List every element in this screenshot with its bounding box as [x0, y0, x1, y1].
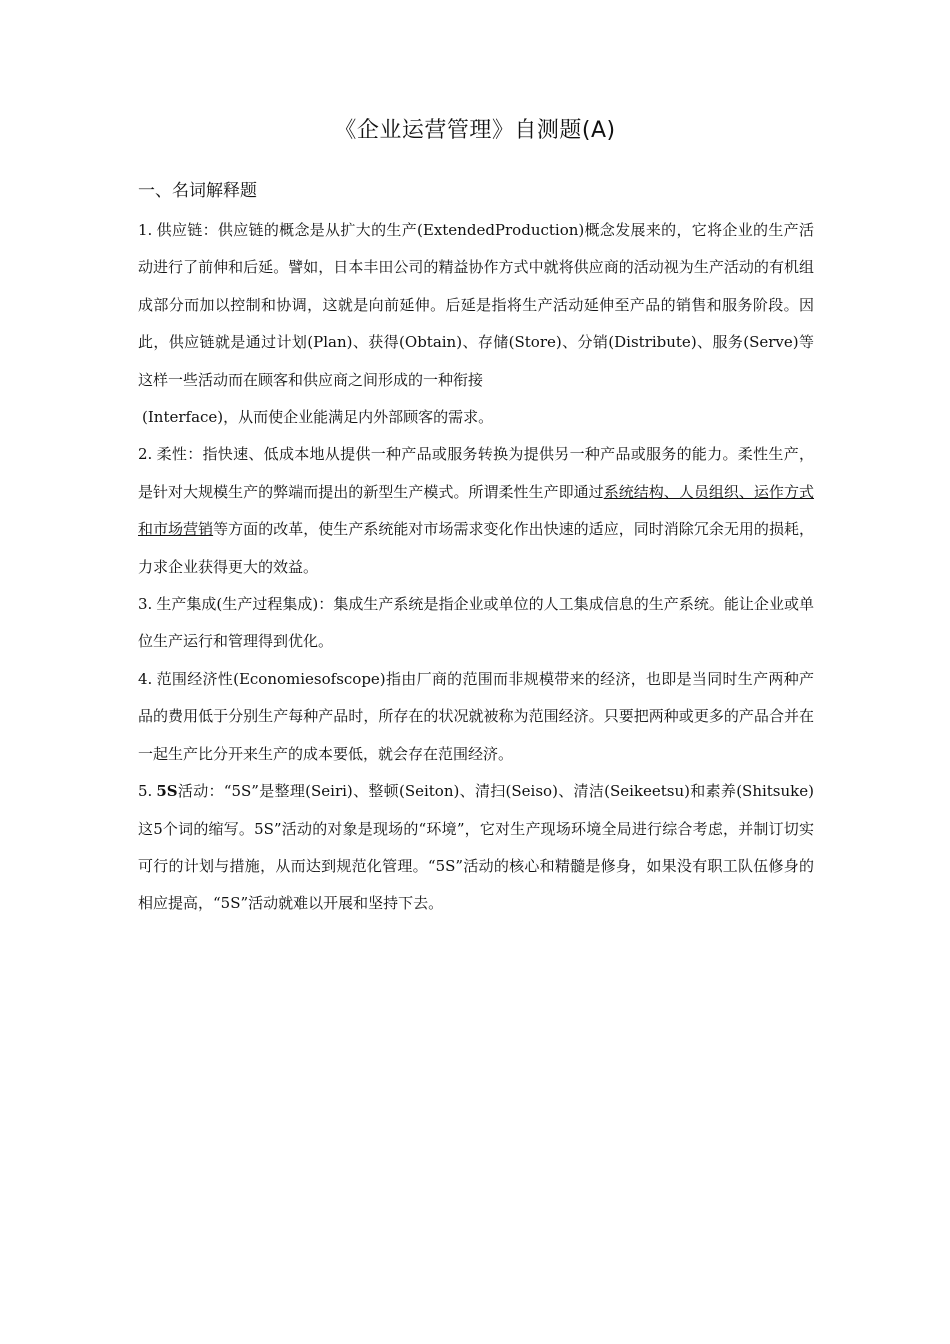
item-term: 供应链： [156, 221, 218, 239]
definition-item-1-continuation: (Interface)，从而使企业能满足内外部顾客的需求。 [142, 408, 494, 427]
item-text: 供应链的概念是从扩大的生产(ExtendedProduction)概念发展来的，它将企业的生产活动进行了前伸和后延。譬如，日本丰田公司的精益协作方式中就将供应商的活动视为生产活动的有机组成部分而加以控制和协调，这就是向前延伸。后延是指将生产活动延伸至产品的销售和服务阶段。因此，供应链就是通过计划(Plan)、获得(Obtain)、存储(Store)、分销(Distribute)、服务(Serve)等这样一些活动而在顾客和供应商之间形成的一种衔接 [138, 221, 814, 389]
item-term: 范围经济性(Economiesofscope) [156, 669, 386, 688]
definition-item-1 [138, 212, 814, 399]
item-term: 生产集成(生产过程集成)： [156, 595, 334, 614]
definition-item-5 [138, 773, 814, 923]
item-number: 4. [138, 669, 153, 688]
item-number: 5. [138, 782, 153, 801]
definitions-list [138, 212, 814, 923]
item-text: 集成生产系统是指企业或单位的人工集成信息的生产系统。能让企业或单位生产运行和管理得到优化。 [138, 595, 814, 651]
item-term: 活动： [177, 782, 224, 801]
document-title: 《企业运营管理》自测题(A) [334, 118, 616, 143]
item-text: 指快速、低成本地从提供一种产品或服务转换为提供另一种产品或服务的能力。柔性生产，是针对大规模生产的弊端而提出的新型生产模式。所谓柔性生产即通过 [138, 445, 814, 501]
item-term-bold: 5S [156, 782, 178, 801]
definition-item-2 [138, 436, 814, 586]
definition-item-3 [138, 586, 814, 661]
definition-item-4 [138, 661, 814, 773]
item-text: 等方面的改革，使生产系统能对市场需求变化作出快速的适应，同时消除冗余无用的损耗，力求企业获得更大的效益。 [138, 520, 814, 576]
item-number: 2. [138, 445, 153, 464]
item-number: 3. [138, 595, 153, 614]
item-number: 1. [138, 221, 153, 239]
item-text: “5S”是整理(Seiri)、整顿(Seiton)、清扫(Seiso)、清洁(Seikeetsu)和素养(Shitsuke)这5个词的缩写。5S”活动的对象是现场的“环境”，它对生产现场环境全局进行综合考虑，并制订切实可行的计划与措施，从而达到规范化管理。“5S”活动的核心和精髓是修身，如果没有职工队伍修身的相应提高，“5S”活动就难以开展和坚持下去。 [138, 782, 814, 913]
underlined-text: 系统结构、人员组织、运作方式和市场营销 [138, 482, 814, 539]
item-term: 柔性： [156, 445, 203, 464]
section-heading: 一、名词解释题 [138, 181, 257, 201]
item-text: 指由厂商的范围而非规模带来的经济，也即是当同时生产两种产品的费用低于分别生产每种产品时，所存在的状况就被称为范围经济。只要把两种或更多的产品合并在一起生产比分开来生产的成本要低，就会存在范围经济。 [138, 669, 814, 763]
